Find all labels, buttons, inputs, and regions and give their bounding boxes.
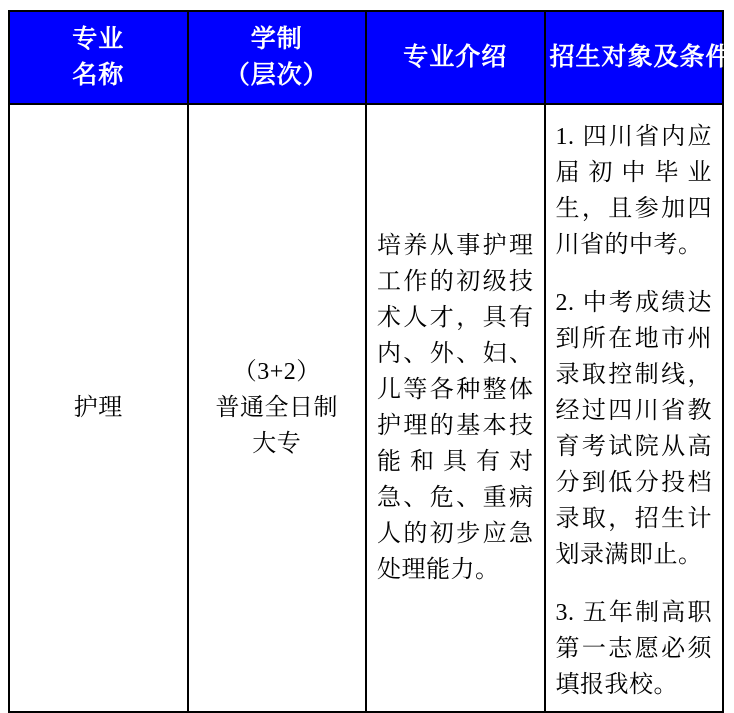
school-system-line-3: 大专 bbox=[252, 431, 302, 457]
header-major-name bbox=[9, 11, 188, 104]
enrollment-condition-1: 1. 四川省内应届初中毕业生，且参加四川省的中考。 bbox=[555, 124, 712, 258]
table-header-row bbox=[9, 11, 723, 104]
enrollment-condition-2: 2. 中考成绩达到所在地市州录取控制线，经过四川省教育考试院从高分到低分投档录取，招生计划录满即止。 bbox=[555, 290, 712, 568]
major-information-table bbox=[8, 10, 732, 713]
header-enrollment-target-line-1: 招生对象及条件 bbox=[549, 43, 732, 71]
school-system-line-1: （3+2） bbox=[232, 359, 321, 385]
school-system-line-2: 普通全日制 bbox=[215, 395, 338, 421]
major-intro-paragraph: 培养从事护理工作的初级技术人才，具有内、外、妇、儿等各种整体护理的基本技能和具有对急、危、重病人的初步应急处理能力。 bbox=[377, 233, 534, 583]
header-school-system bbox=[188, 11, 367, 104]
cell-enrollment-conditions bbox=[545, 104, 724, 712]
header-school-system-line-1: 学制 bbox=[250, 26, 303, 53]
table-header bbox=[9, 11, 732, 104]
header-major-name-line-1: 专业 bbox=[72, 26, 125, 53]
header-major-intro bbox=[366, 11, 545, 104]
header-enrollment-target bbox=[545, 11, 732, 104]
cell-major-intro bbox=[366, 104, 545, 712]
cell-school-system bbox=[188, 104, 367, 712]
enrollment-condition-3: 3. 五年制高职第一志愿必须填报我校。 bbox=[555, 600, 712, 698]
header-major-name-line-2: 名称 bbox=[72, 61, 125, 89]
table-body bbox=[9, 104, 723, 712]
header-school-system-line-2: （层次） bbox=[224, 61, 329, 89]
cell-major-name: 护理 bbox=[9, 104, 188, 712]
header-major-intro-line-1: 专业介绍 bbox=[403, 43, 508, 71]
table-row bbox=[9, 104, 723, 712]
